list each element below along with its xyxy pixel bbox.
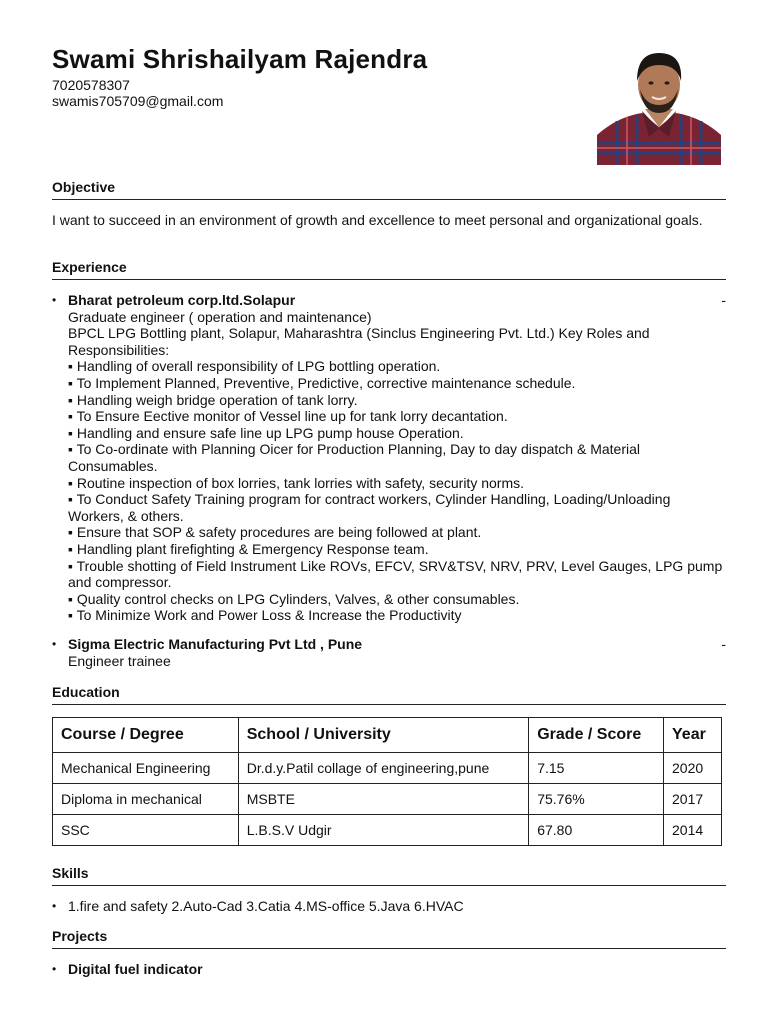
list-item <box>52 898 726 915</box>
email-address: swamis705709@gmail.com <box>52 93 224 109</box>
experience-list-2 <box>52 636 726 669</box>
employer-name: Bharat petroleum corp.ltd.Solapur <box>68 292 296 308</box>
projects-heading: Projects <box>52 928 726 949</box>
objective-text: I want to succeed in an environment of growth and excellence to meet personal and organizational goals. <box>52 212 703 228</box>
job-title: Graduate engineer ( operation and maintenance) <box>68 308 372 325</box>
experience-list <box>52 292 726 624</box>
column-header-grade: Grade / Score <box>529 718 664 753</box>
responsibility: ▪ To Conduct Safety Training program for contract workers, Cylinder Handling, Loading/Unloading Workers, & others. <box>68 491 671 524</box>
course-cell: SSC <box>53 815 239 846</box>
education-header-row <box>53 718 722 753</box>
responsibility: ▪ To Co-ordinate with Planning Oicer for Production Planning, Day to day dispatch & Material Consumables. <box>68 441 641 474</box>
responsibility: ▪ Handling weigh bridge operation of tank lorry. <box>68 391 358 408</box>
course-cell: Diploma in mechanical <box>53 784 239 815</box>
phone-number: 7020578307 <box>52 77 130 93</box>
school-cell: L.B.S.V Udgir <box>238 815 529 846</box>
year-cell: 2017 <box>664 784 722 815</box>
experience-item <box>52 292 726 624</box>
grade-cell: 75.76% <box>529 784 664 815</box>
skills-text: 1.fire and safety 2.Auto-Cad 3.Catia 4.MS-office 5.Java 6.HVAC <box>68 898 464 914</box>
column-header-year: Year <box>664 718 722 753</box>
year-cell: 2020 <box>664 753 722 784</box>
experience-heading: Experience <box>52 259 726 280</box>
projects-list <box>52 961 726 978</box>
responsibility: ▪ Handling of overall responsibility of LPG bottling operation. <box>68 358 441 375</box>
table-row <box>53 784 722 815</box>
column-header-school: School / University <box>238 718 529 753</box>
skills-list <box>52 898 726 915</box>
responsibility: ▪ Quality control checks on LPG Cylinders, Valves, & other consumables. <box>68 590 520 607</box>
job-title: Engineer trainee <box>68 652 171 669</box>
responsibility: ▪ Ensure that SOP & safety procedures are being followed at plant. <box>68 524 482 541</box>
education-heading: Education <box>52 684 726 705</box>
experience-dash: • - <box>721 292 726 308</box>
candidate-name: Swami Shrishailyam Rajendra <box>52 44 428 74</box>
responsibility: ▪ To Implement Planned, Preventive, Predictive, corrective maintenance schedule. <box>68 374 576 391</box>
experience-dash: • - <box>721 636 726 652</box>
table-row <box>53 753 722 784</box>
table-row <box>53 815 722 846</box>
responsibility: ▪ Handling plant firefighting & Emergency Response team. <box>68 540 429 557</box>
school-cell: Dr.d.y.Patil collage of engineering,pune <box>238 753 529 784</box>
grade-cell: 7.15 <box>529 753 664 784</box>
profile-photo-image <box>597 47 721 165</box>
year-cell: 2014 <box>664 815 722 846</box>
responsibility: ▪ Handling and ensure safe line up LPG pump house Operation. <box>68 424 464 441</box>
responsibility: ▪ To Minimize Work and Power Loss & Increase the Productivity <box>68 607 462 624</box>
profile-photo <box>597 47 721 165</box>
grade-cell: 67.80 <box>529 815 664 846</box>
objective-heading: Objective <box>52 179 726 200</box>
responsibility: ▪ Trouble shotting of Field Instrument Like ROVs, EFCV, SRV&TSV, NRV, PRV, Level Gauges, LPG pump and compressor. <box>68 557 723 591</box>
school-cell: MSBTE <box>238 784 529 815</box>
column-header-course: Course / Degree <box>53 718 239 753</box>
responsibility: ▪ Routine inspection of box lorries, tank lorries with safety, security norms. <box>68 474 524 491</box>
list-item <box>52 961 726 978</box>
project-name: Digital fuel indicator <box>68 961 203 977</box>
course-cell: Mechanical Engineering <box>53 753 239 784</box>
experience-item <box>52 636 726 669</box>
employer-name: Sigma Electric Manufacturing Pvt Ltd , Pune <box>68 636 363 652</box>
responsibility: ▪ To Ensure Eective monitor of Vessel line up for tank lorry decantation. <box>68 408 508 425</box>
education-table <box>52 717 722 846</box>
job-detail: BPCL LPG Bottling plant, Solapur, Maharashtra (Sinclus Engineering Pvt. Ltd.) Key Roles and Responsibilities: <box>68 325 650 358</box>
skills-heading: Skills <box>52 865 726 886</box>
